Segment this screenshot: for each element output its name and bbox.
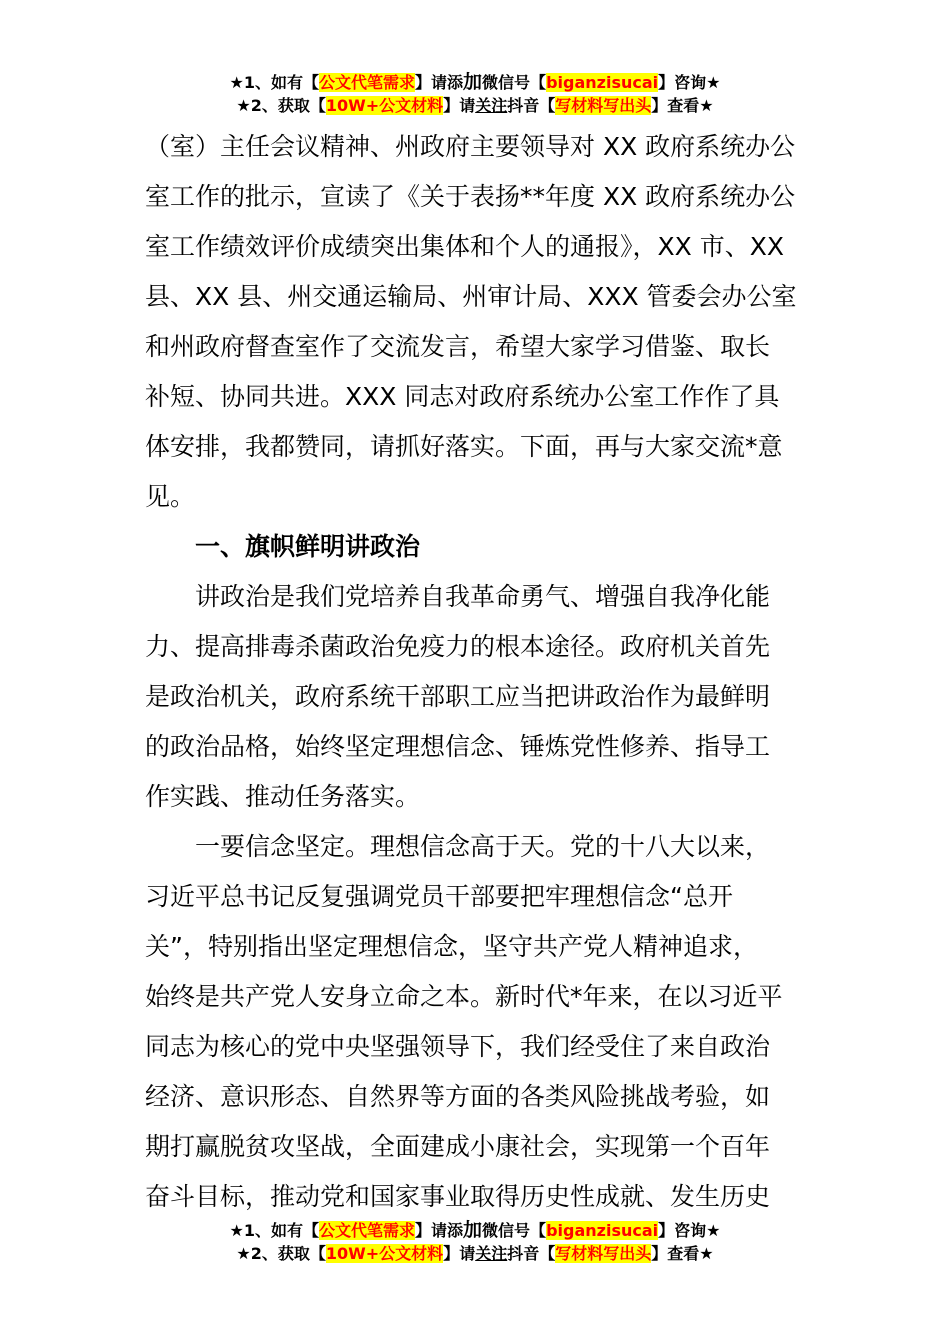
banner-text: 】请添 xyxy=(415,73,464,92)
banner-text: 】咨询★ xyxy=(658,73,721,92)
text-line: 的政治品格，始终坚定理想信念、锤炼党性修养、指导工 xyxy=(145,732,771,761)
banner-text: ★2、获取【 xyxy=(236,1244,326,1263)
banner-text: 关注 xyxy=(475,1244,508,1263)
banner-wechat-id: biganzisucai xyxy=(546,73,659,92)
text-line: 经济、意识形态、自然界等方面的各类风险挑战考验，如 xyxy=(145,1082,771,1111)
banner-douyin-id: 写材料写出头 xyxy=(555,1244,652,1263)
text-line: 习近平总书记反复强调党员干部要把牢理想信念“总开 xyxy=(145,882,733,911)
text-line: 室工作绩效评价成绩突出集体和个人的通报》，XX 市、XX xyxy=(145,232,784,261)
banner-text: 】请 xyxy=(443,1244,476,1263)
banner-text: ★1、如有【 xyxy=(229,1221,319,1240)
banner-text: 】咨询★ xyxy=(658,1221,721,1240)
banner-text: 】查看★ xyxy=(651,96,714,115)
banner-text: 】请 xyxy=(443,96,476,115)
banner-text: 加 xyxy=(463,71,483,93)
text-line: 奋斗目标，推动党和国家事业取得历史性成就、发生历史 xyxy=(145,1182,771,1211)
banner-text: ★2、获取【 xyxy=(236,96,326,115)
document-body xyxy=(145,122,810,1222)
text-line: 期打赢脱贫攻坚战，全面建成小康社会，实现第一个百年 xyxy=(145,1132,771,1161)
text-line: 体安排，我都赞同，请抓好落实。下面，再与大家交流*意 xyxy=(145,432,783,461)
banner-text: 关注 xyxy=(475,96,508,115)
bottom-banner xyxy=(0,1218,950,1266)
text-line: 关”，特别指出坚定理想信念，坚守共产党人精神追求， xyxy=(145,932,758,961)
text-line: 见。 xyxy=(145,482,196,511)
banner-highlight: 公文代笔需求 xyxy=(319,1221,416,1240)
banner-line-1 xyxy=(0,1218,950,1242)
banner-wechat-id: biganzisucai xyxy=(546,1221,659,1240)
banner-text: 加 xyxy=(463,1219,483,1241)
banner-text: 】查看★ xyxy=(651,1244,714,1263)
text-line: 是政治机关，政府系统干部职工应当把讲政治作为最鲜明 xyxy=(145,682,771,711)
banner-text: 微信号【 xyxy=(482,1221,547,1240)
banner-text: ★1、如有【 xyxy=(229,73,319,92)
text-line: 补短、协同共进。XXX 同志对政府系统办公室工作作了具 xyxy=(145,382,780,411)
text-line: 讲政治是我们党培养自我革命勇气、增强自我净化能 xyxy=(145,582,771,611)
top-banner xyxy=(0,70,950,118)
banner-text: 抖音【 xyxy=(507,96,556,115)
banner-line-2 xyxy=(0,94,950,118)
text-line: （室）主任会议精神、州政府主要领导对 XX 政府系统办公 xyxy=(145,132,796,161)
banner-douyin-id: 写材料写出头 xyxy=(555,96,652,115)
text-line: 县、XX 县、州交通运输局、州审计局、XXX 管委会办公室 xyxy=(145,282,797,311)
banner-highlight: 10W+公文材料 xyxy=(325,96,444,115)
banner-text: 】请添 xyxy=(415,1221,464,1240)
text-line: 力、提高排毒杀菌政治免疫力的根本途径。政府机关首先 xyxy=(145,632,771,661)
text-line: 始终是共产党人安身立命之本。新时代*年来，在以习近平 xyxy=(145,982,783,1011)
text-line: 一要信念坚定。理想信念高于天。党的十八大以来， xyxy=(145,832,771,861)
banner-highlight: 10W+公文材料 xyxy=(325,1244,444,1263)
text-line: 同志为核心的党中央坚强领导下，我们经受住了来自政治 xyxy=(145,1032,771,1061)
banner-text: 微信号【 xyxy=(482,73,547,92)
section-heading: 一、旗帜鲜明讲政治 xyxy=(145,532,421,561)
banner-text: 抖音【 xyxy=(507,1244,556,1263)
text-line: 作实践、推动任务落实。 xyxy=(145,782,421,811)
text-line: 和州政府督查室作了交流发言，希望大家学习借鉴、取长 xyxy=(145,332,771,361)
banner-highlight: 公文代笔需求 xyxy=(319,73,416,92)
banner-line-1 xyxy=(0,70,950,94)
text-line: 室工作的批示，宣读了《关于表扬**年度 XX 政府系统办公 xyxy=(145,182,796,211)
banner-line-2 xyxy=(0,1242,950,1266)
